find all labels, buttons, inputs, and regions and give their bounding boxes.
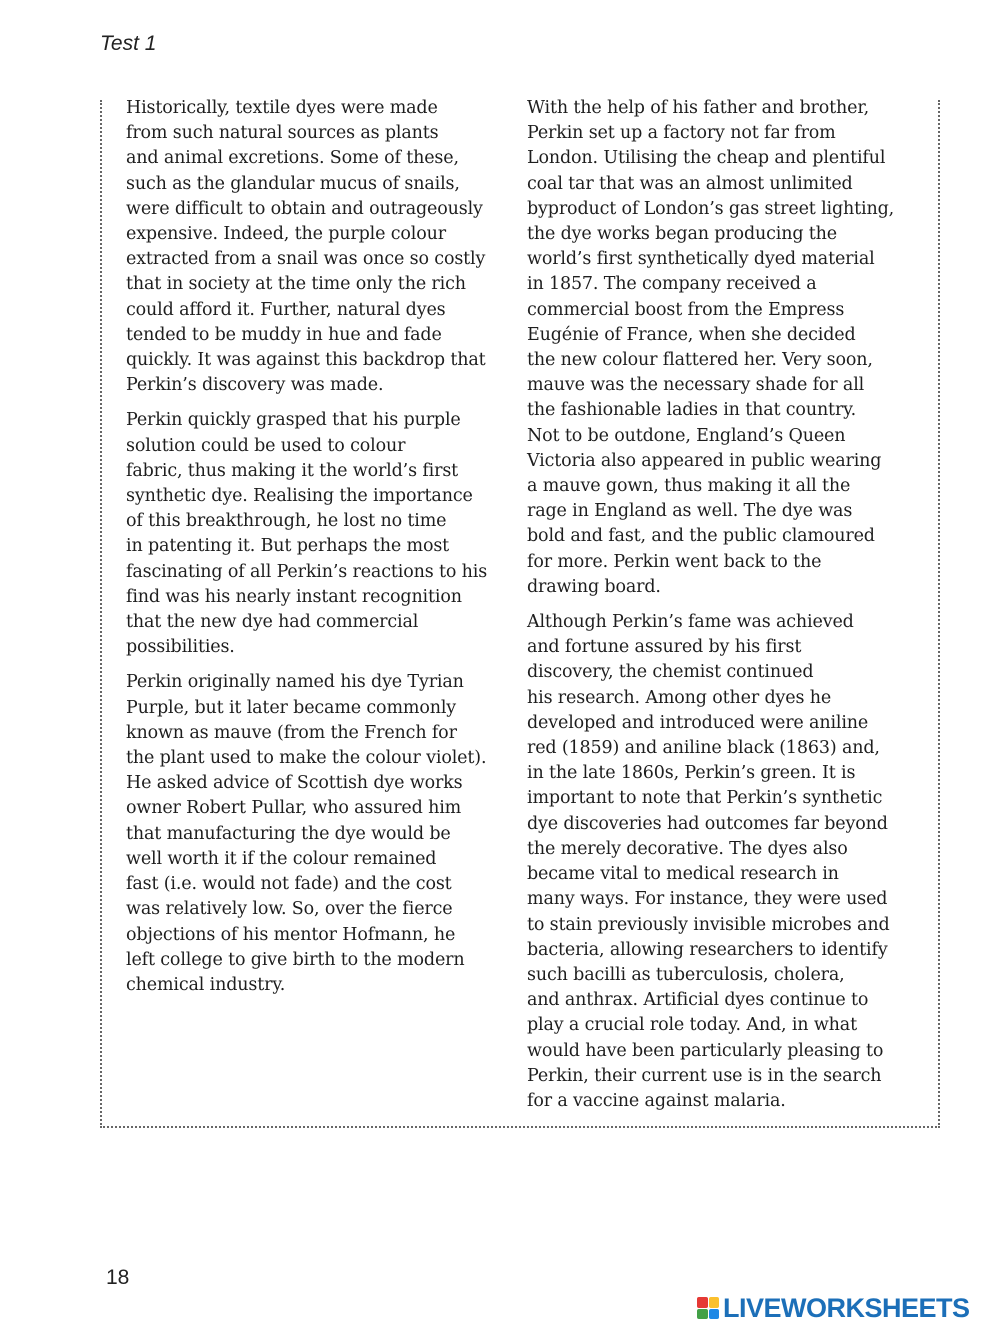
liveworksheets-brand[interactable] <box>697 1290 970 1326</box>
dotted-border-left <box>100 100 102 1128</box>
page-number: 18 <box>106 1266 130 1289</box>
paragraph-tyrian-purple: Perkin originally named his dye Tyrian Purple, but it later became commonly known as mauve (from the French for the plant used to make the colour violet). He asked advice of Scottish dye works owner Robert Pullar, who assured him that manufacturing the dye would be well worth it if the colour remained fast (i.e. would not fade) and the cost was relatively low. So, over the fierce objections of his mentor Hofmann, he left college to give birth to the modern chemical industry. <box>126 672 487 995</box>
article-column-left <box>126 96 508 1008</box>
brand-name: LIVEWORKSHEETS <box>723 1292 970 1323</box>
logo-square-red <box>697 1297 708 1308</box>
article-frame <box>100 100 940 1128</box>
article-column-right <box>527 96 912 1124</box>
liveworksheets-logo-icon <box>697 1297 719 1319</box>
page-header-title: Test 1 <box>100 32 157 55</box>
paragraph-later-discoveries: Although Perkin’s fame was achieved and fortune assured by his first discovery, the chemist continued his research. Among other dyes he developed and introduced were aniline red (1859) and aniline black (1863) and, in the late 1860s, Perkin’s green. It is important to note that Perkin’s synthetic dye discoveries had outcomes far beyond the merely decorative. The dyes also became vital to medical research in many ways. For instance, they were used to stain previously invisible microbes and bacteria, allowing researchers to identify such bacilli as tuberculosis, cholera, and anthrax. Artificial dyes continue to play a crucial role today. And, in what would have been particularly pleasing to Perkin, their current use is in the search for a vaccine against malaria. <box>527 612 890 1111</box>
dotted-border-bottom <box>100 1126 940 1128</box>
paragraph-natural-dyes: Historically, textile dyes were made from such natural sources as plants and animal excretions. Some of these, such as the glandular mucus of snails, were difficult to obtain and outrageously expensive. Indeed, the purple colour extracted from a snail was once so costly that in society at the time only the rich could afford it. Further, natural dyes tended to be muddy in hue and fade quickly. It was against this backdrop that Perkin’s discovery was made. <box>126 98 486 396</box>
dotted-border-right <box>938 100 940 1128</box>
paragraph-synthetic-dye: Perkin quickly grasped that his purple solution could be used to colour fabric, thus making it the world’s first synthetic dye. Realising the importance of this breakthrough, he lost no time in patenting it. But perhaps the most fascinating of all Perkin’s reactions to his find was his nearly instant recognition that the new dye had commercial possibilities. <box>126 410 488 658</box>
logo-square-yellow <box>709 1297 720 1308</box>
logo-square-green <box>697 1309 708 1320</box>
logo-square-blue <box>709 1309 720 1320</box>
paragraph-factory: With the help of his father and brother, Perkin set up a factory not far from London. Utilising the cheap and plentiful coal tar that was an almost unlimited byproduct of London’s gas street lighting, the dye works began producing the world’s first synthetically dyed material in 1857. The company received a commercial boost from the Empress Eugénie of France, when she decided the new colour flattered her. Very soon, mauve was the necessary shade for all the fashionable ladies in that country. Not to be outdone, England’s Queen Victoria also appeared in public wearing a mauve gown, thus making it all the rage in England as well. The dye was bold and fast, and the public clamoured for more. Perkin went back to the drawing board. <box>527 98 895 597</box>
